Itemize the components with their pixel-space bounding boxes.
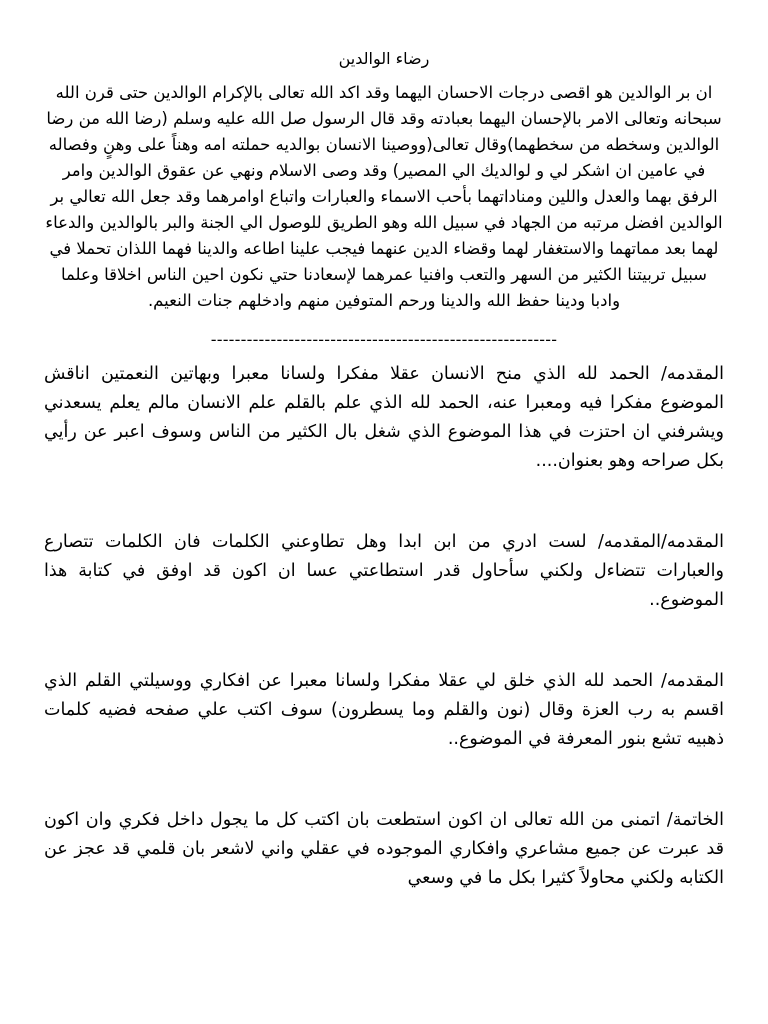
separator-line: ---------------------------------------------------------- [210, 330, 558, 349]
document-title: رضاء الوالدين [338, 49, 430, 68]
conclusion-paragraph: الخاتمة/ اتمنى من الله تعالى ان اكون استطعت بان اكتب كل ما يجول داخل فكري وان اكون قد عبرت عن جميع مشاعري وافكاري الموجوده في عقلي واني لاشعر بان قلمي قد عجز عن الكتابه ولكني محاولاً كثيرا بكل ما في وسعي [44, 810, 724, 888]
introduction-paragraph-2: المقدمه/المقدمه/ لست ادري من ابن ابدا وهل تطاوعني الكلمات فان الكلمات تتصارع والعبارات تتضاءل ولكني سأحاول قدر استطاعتي عسا ان اكون قد اوفق في كتابة هذا الموضوع.. [44, 532, 724, 610]
introduction-paragraph-3: المقدمه/ الحمد لله الذي خلق لي عقلا مفكرا ولسانا معبرا عن افكاري ووسيلتي القلم الذي اقسم به رب العزة وقال (نون والقلم وما يسطرون) سوف اكتب علي صفحه فضيه كلمات ذهبيه تشع بنور المعرفة في الموضوع.. [44, 671, 724, 749]
introduction-paragraph-1: المقدمه/ الحمد لله الذي منح الانسان عقلا مفكرا ولسانا معبرا وبهاتين النعمتين اناقش الموضوع مفكرا فيه ومعبرا عنه، الحمد لله الذي علم بالقلم علم الانسان مالم يعلم يسعدني ويشرفني ان احتزت في هذا الموضوع الذي شغل بال الكثير من الناس وسوف اعبر عن رأيي بكل صراحه وهو بعنوان.... [44, 364, 724, 471]
document-page [44, 44, 724, 893]
intro-paragraph: ان بر الوالدين هو اقصى درجات الاحسان اليهما وقد اكد الله تعالى بالإكرام الوالدين حتى قرن الله سبحانه وتعالى الامر بالإحسان اليهما بعبادته وقد قال الرسول صل الله عليه وسلم (رضا الله من رضا الوالدين وسخطه من سخطهما)وقال تعالى(ووصينا الانسان بوالديه حملته امه وهناً على وهنٍ وفصاله في عامين ان اشكر لي و لوالديك الي المصير) وقد وصى الاسلام ونهي عن عقوق الوالدين وامر الرفق بهما والعدل واللين ومناداتهما بأحب الاسماء والعبارات واتباع اوامرهما وقد جعل الله تعالي بر الوالدين افضل مرتبه من الجهاد في سبيل الله وهو الطريق للوصول الي الجنة والبر بالوالدين والدعاء لهما بعد مماتهما والاستغفار لهما وقضاء الدين عنهما فيجب علينا اطاعه والدينا فهما اللذان تحملا في سبيل تربيتنا الكثير من السهر والتعب وافنيا عمرهما لإسعادنا حتي نكون احين الناس اخلاقا وعلما وادبا ودينا حفظ الله والدينا ورحم المتوفين منهم وادخلهم جنات النعيم. [45, 83, 723, 310]
